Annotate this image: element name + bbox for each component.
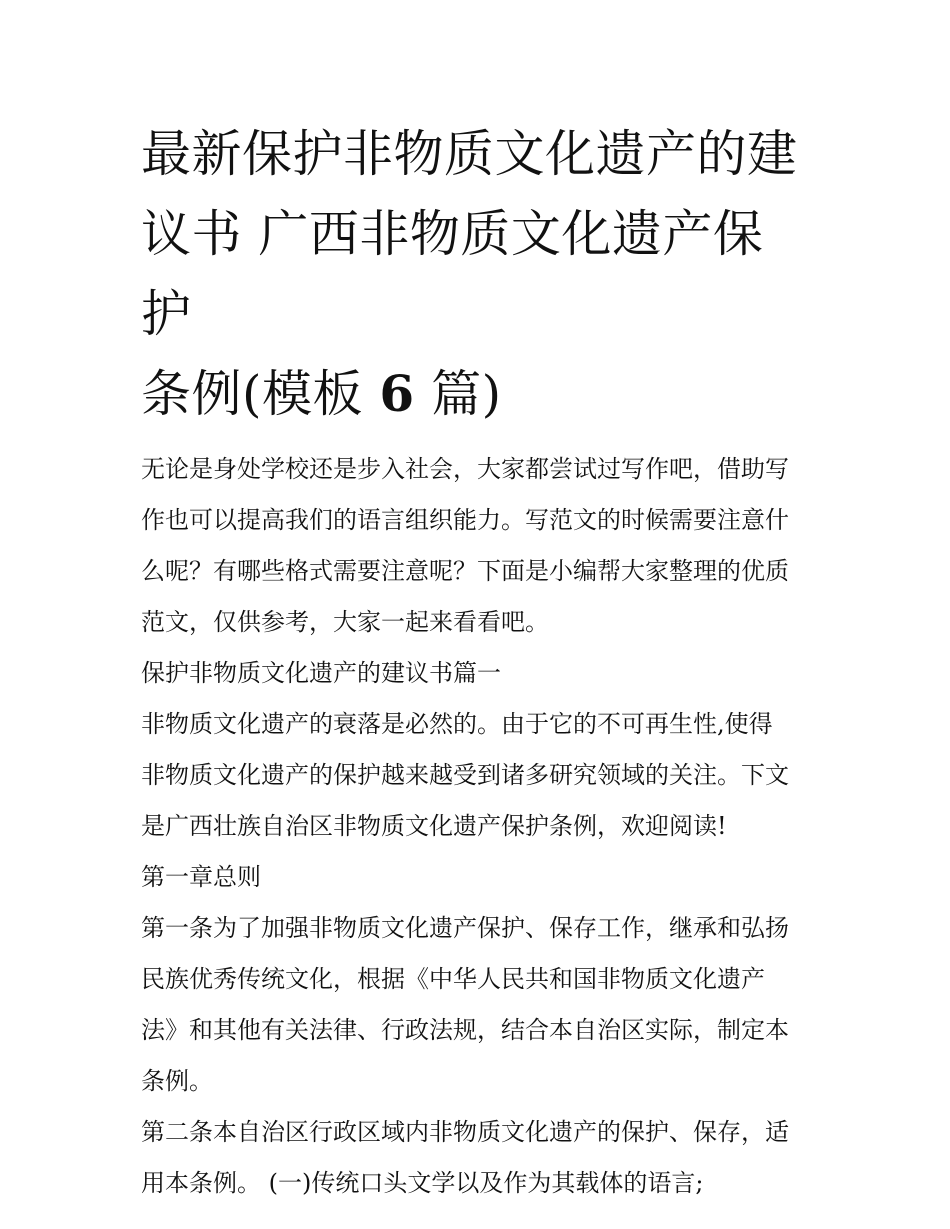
chapter-heading: 第一章总则 — [141, 863, 261, 891]
intro-paragraph: 无论是身处学校还是步入社会，大家都尝试过写作吧，借助写 作也可以提高我们的语言组织能力。写范文的时候需要注意什 么呢？有哪些格式需要注意呢？下面是小编帮大家整理的优质 范文，仅供参考，大家一起来看看吧。 — [141, 455, 789, 636]
document-title — [141, 114, 813, 434]
article-1: 第一条为了加强非物质文化遗产保护、保存工作，继承和弘扬 民族优秀传统文化，根据《中华人民共和国非物质文化遗产 法》和其他有关法律、行政法规，结合本自治区实际，制定本 条例。 — [141, 914, 789, 1095]
title-line-1: 最新保护非物质文化遗产的建 — [141, 125, 798, 183]
title-line-3-number: 6 — [379, 364, 415, 423]
document-body — [141, 114, 813, 1209]
section-heading: 保护非物质文化遗产的建议书篇一 — [141, 659, 501, 687]
title-line-3-prefix: 条例(模板 — [141, 365, 380, 423]
article-2: 第二条本自治区行政区域内非物质文化遗产的保护、保存，适 用本条例。 (一)传统口头文学以及作为其载体的语言; — [141, 1118, 789, 1197]
paragraph-1: 非物质文化遗产的衰落是必然的。由于它的不可再生性,使得 非物质文化遗产的保护越来越受到诸多研究领域的关注。下文 是广西壮族自治区非物质文化遗产保护条例，欢迎阅读! — [141, 710, 789, 840]
title-line-2: 议书 广西非物质文化遗产保护 — [141, 205, 764, 343]
title-line-3-suffix: 篇) — [414, 365, 502, 423]
